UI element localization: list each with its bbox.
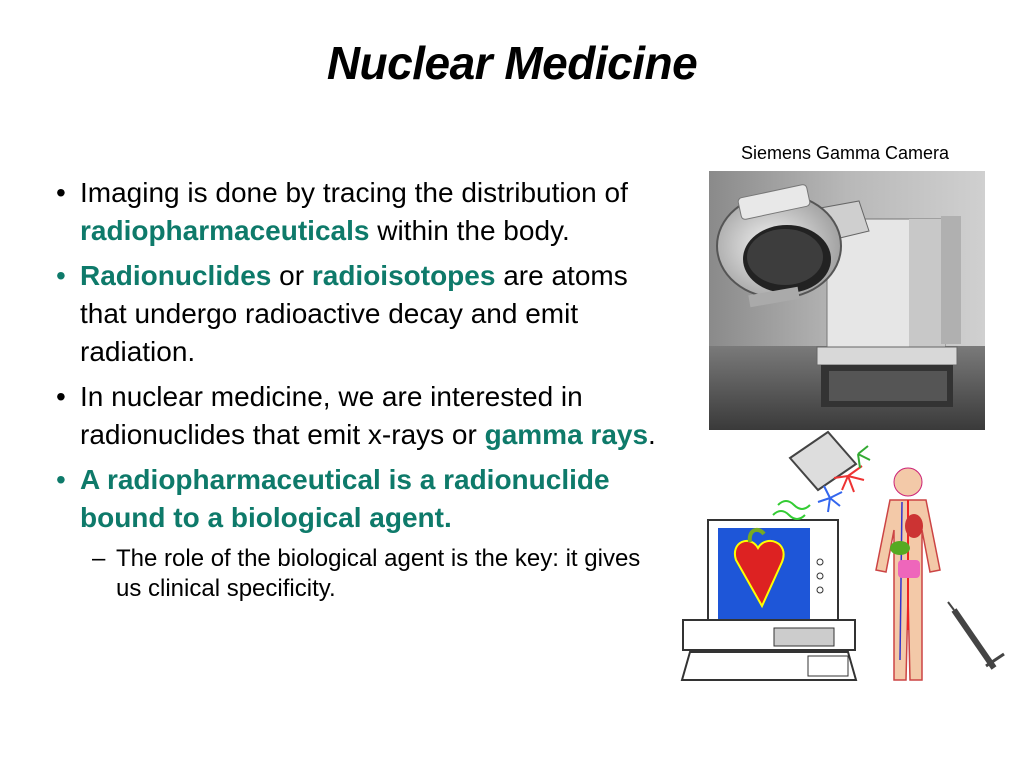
keyword-radionuclides: Radionuclides bbox=[80, 260, 272, 291]
keyword-radiopharmaceuticals: radiopharmaceuticals bbox=[80, 215, 370, 246]
sub-bullet-item bbox=[56, 544, 666, 604]
bullet-text: are atoms that undergo radioactive decay and emit radiation. bbox=[80, 260, 628, 367]
bullet-text: Imaging is done by tracing the distribution of bbox=[80, 177, 628, 208]
bullet-dot: • bbox=[56, 464, 66, 495]
keyword-radioisotopes: radioisotopes bbox=[311, 260, 496, 291]
bullet-text-definition: A radiopharmaceutical is a radionuclide bound to a biological agent. bbox=[80, 464, 610, 533]
nuclear-imaging-illustration bbox=[678, 430, 1010, 692]
bullet-dot: • bbox=[56, 260, 66, 291]
slide-title: Nuclear Medicine bbox=[326, 37, 698, 89]
bullet-text: or bbox=[271, 260, 312, 291]
bullet-text: within the body. bbox=[369, 215, 570, 246]
bullet-list bbox=[56, 174, 666, 604]
bullet-text: . bbox=[648, 419, 656, 450]
bullet-item-2 bbox=[56, 257, 666, 371]
bullet-item-1 bbox=[56, 174, 666, 250]
sub-bullet-dash: – bbox=[92, 545, 106, 572]
bullet-item-4 bbox=[56, 461, 666, 537]
sub-bullet-text: The role of the biological agent is the key: it gives us clinical specificity. bbox=[116, 545, 641, 602]
gamma-camera-photo bbox=[709, 171, 985, 430]
bullet-dot: • bbox=[56, 381, 66, 412]
bullet-dot: • bbox=[56, 177, 66, 208]
bullet-item-3 bbox=[56, 378, 666, 454]
bullet-text: In nuclear medicine, we are interested in radionuclides that emit x-rays or bbox=[80, 381, 583, 450]
keyword-gamma-rays: gamma rays bbox=[484, 419, 649, 450]
camera-caption: Siemens Gamma Camera bbox=[740, 143, 950, 163]
